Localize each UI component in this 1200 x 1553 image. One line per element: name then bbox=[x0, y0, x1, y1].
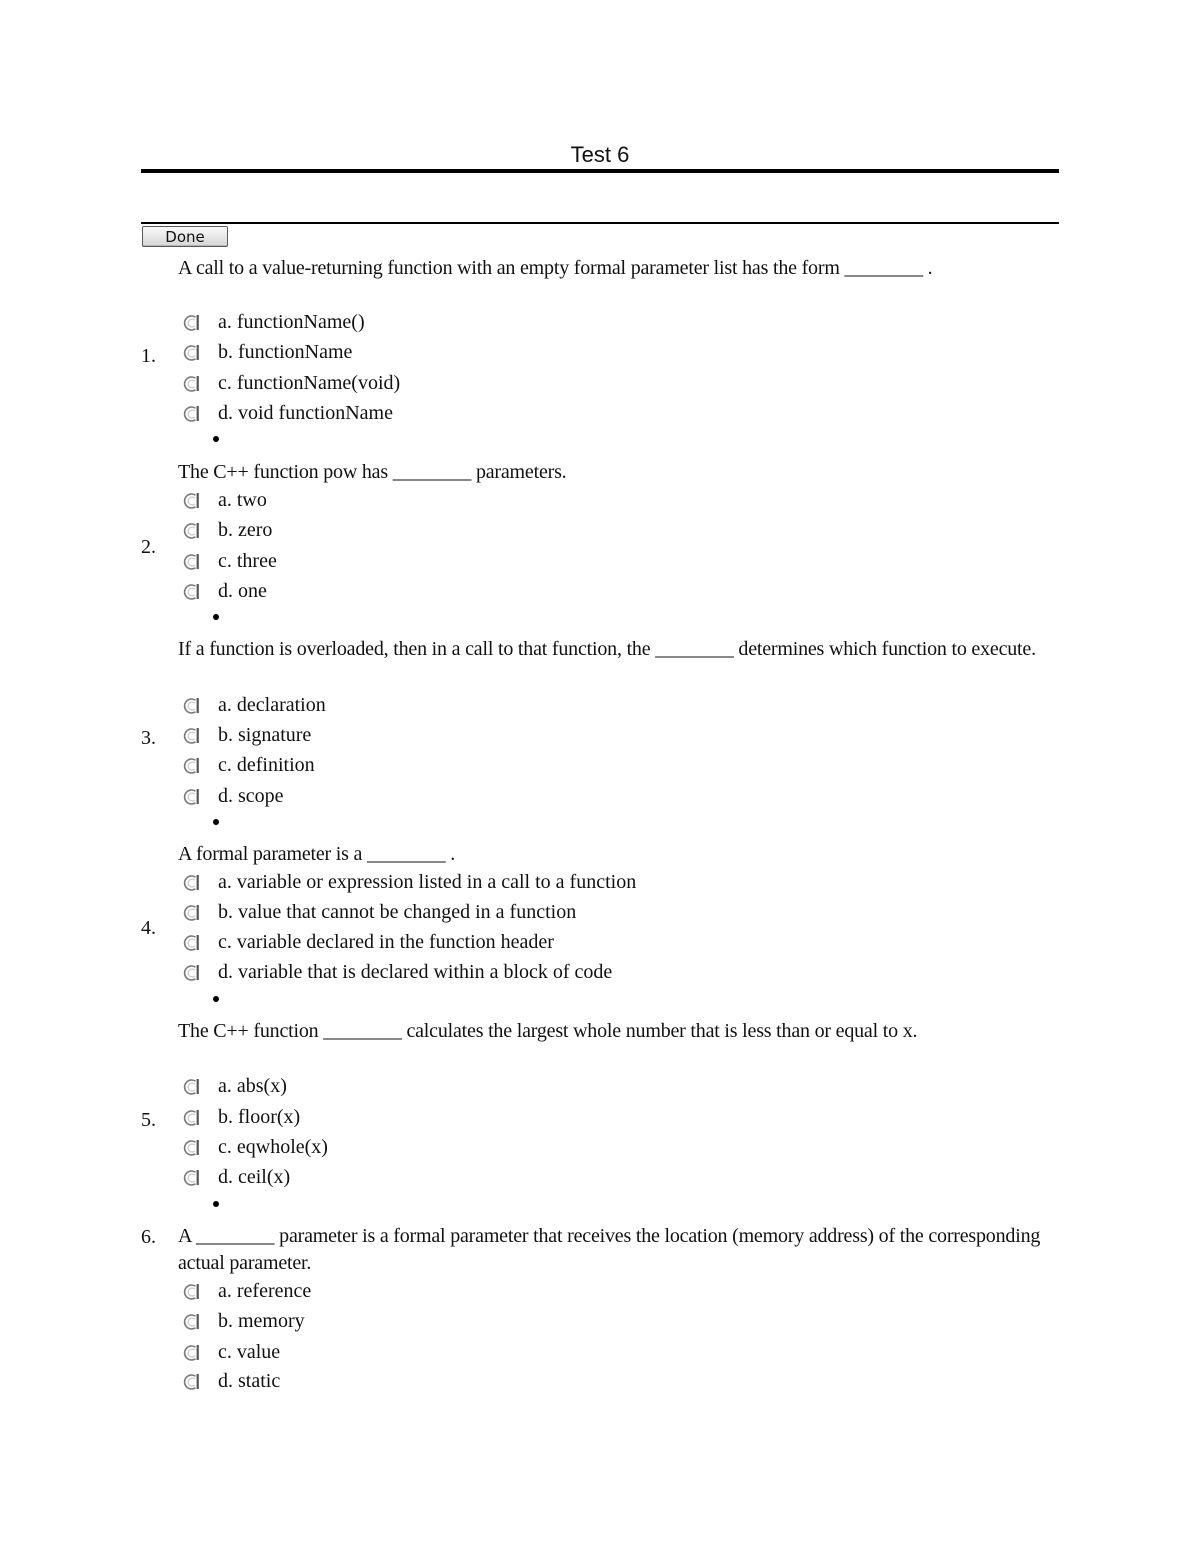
option-a[interactable] bbox=[180, 309, 780, 339]
option-label: c. functionName(void) bbox=[218, 372, 401, 394]
option-b[interactable] bbox=[180, 517, 780, 547]
radio-button-icon[interactable] bbox=[180, 1371, 202, 1393]
radio-button-icon[interactable] bbox=[180, 551, 202, 573]
option-label: b. functionName bbox=[218, 341, 353, 363]
radio-button-icon[interactable] bbox=[180, 342, 202, 364]
radio-button-icon[interactable] bbox=[180, 1281, 202, 1303]
radio-button-icon[interactable] bbox=[180, 1107, 202, 1129]
option-a[interactable] bbox=[180, 692, 780, 722]
option-c[interactable] bbox=[180, 1134, 780, 1164]
option-a[interactable] bbox=[180, 487, 780, 517]
radio-button-icon[interactable] bbox=[180, 872, 202, 894]
radio-button-icon[interactable] bbox=[180, 786, 202, 808]
radio-button-icon[interactable] bbox=[180, 490, 202, 512]
radio-button-icon[interactable] bbox=[180, 1311, 202, 1333]
option-label: b. memory bbox=[218, 1310, 305, 1332]
option-c[interactable] bbox=[180, 370, 780, 400]
option-c[interactable] bbox=[180, 548, 780, 578]
option-label: a. declaration bbox=[218, 694, 326, 716]
option-label: d. void functionName bbox=[218, 402, 393, 424]
question-text: The C++ function pow has ________ parameters. bbox=[178, 461, 567, 483]
question-number: 5. bbox=[141, 1109, 156, 1131]
radio-button-icon[interactable] bbox=[180, 695, 202, 717]
bullet-icon bbox=[213, 436, 219, 442]
title-divider bbox=[141, 169, 1059, 173]
page-title: Test 6 bbox=[570, 142, 630, 167]
option-d[interactable] bbox=[180, 959, 780, 989]
question-text: A ________ parameter is a formal parameter that receives the location (memory address) of the corresponding actual parameter. bbox=[178, 1225, 1041, 1274]
option-label: a. abs(x) bbox=[218, 1075, 287, 1097]
bullet-icon bbox=[213, 1201, 219, 1207]
option-label: c. value bbox=[218, 1341, 281, 1363]
option-label: d. scope bbox=[218, 785, 284, 807]
radio-button-icon[interactable] bbox=[180, 1342, 202, 1364]
option-d[interactable] bbox=[180, 1368, 780, 1398]
option-label: d. one bbox=[218, 580, 267, 602]
radio-button-icon[interactable] bbox=[180, 1167, 202, 1189]
option-c[interactable] bbox=[180, 752, 780, 782]
option-label: c. eqwhole(x) bbox=[218, 1136, 328, 1158]
bullet-icon bbox=[213, 614, 219, 620]
option-label: d. static bbox=[218, 1370, 281, 1392]
option-c[interactable] bbox=[180, 1339, 780, 1369]
radio-button-icon[interactable] bbox=[180, 902, 202, 924]
radio-button-icon[interactable] bbox=[180, 403, 202, 425]
question-text: A call to a value-returning function with an empty formal parameter list has the form ________ . bbox=[178, 257, 933, 279]
option-label: c. variable declared in the function header bbox=[218, 931, 554, 953]
question-number: 1. bbox=[141, 345, 156, 367]
option-b[interactable] bbox=[180, 722, 780, 752]
question-text: The C++ function ________ calculates the largest whole number that is less than or equal to x. bbox=[178, 1020, 918, 1042]
question-text: If a function is overloaded, then in a call to that function, the ________ determines which function to execute. bbox=[178, 638, 1036, 660]
radio-button-icon[interactable] bbox=[180, 581, 202, 603]
radio-button-icon[interactable] bbox=[180, 932, 202, 954]
option-c[interactable] bbox=[180, 929, 780, 959]
option-d[interactable] bbox=[180, 783, 780, 813]
option-b[interactable] bbox=[180, 899, 780, 929]
question-number: 4. bbox=[141, 917, 156, 939]
option-label: a. functionName() bbox=[218, 311, 365, 333]
radio-button-icon[interactable] bbox=[180, 1076, 202, 1098]
option-a[interactable] bbox=[180, 1073, 780, 1103]
option-label: b. value that cannot be changed in a function bbox=[218, 901, 577, 923]
option-d[interactable] bbox=[180, 1164, 780, 1194]
radio-button-icon[interactable] bbox=[180, 373, 202, 395]
question-number: 3. bbox=[141, 727, 156, 749]
option-label: a. reference bbox=[218, 1280, 312, 1302]
radio-button-icon[interactable] bbox=[180, 520, 202, 542]
option-b[interactable] bbox=[180, 1308, 780, 1338]
radio-button-icon[interactable] bbox=[180, 1137, 202, 1159]
option-label: c. three bbox=[218, 550, 277, 572]
option-label: c. definition bbox=[218, 754, 315, 776]
option-b[interactable] bbox=[180, 1104, 780, 1134]
question-text: A formal parameter is a ________ . bbox=[178, 843, 456, 865]
radio-button-icon[interactable] bbox=[180, 312, 202, 334]
option-a[interactable] bbox=[180, 869, 780, 899]
question-number: 2. bbox=[141, 536, 156, 558]
option-label: d. variable that is declared within a block of code bbox=[218, 961, 613, 983]
option-label: b. zero bbox=[218, 519, 273, 541]
bullet-icon bbox=[213, 819, 219, 825]
radio-button-icon[interactable] bbox=[180, 962, 202, 984]
option-d[interactable] bbox=[180, 578, 780, 608]
option-label: b. floor(x) bbox=[218, 1106, 301, 1128]
option-b[interactable] bbox=[180, 339, 780, 369]
radio-button-icon[interactable] bbox=[180, 755, 202, 777]
question-number: 6. bbox=[141, 1226, 156, 1248]
done-button[interactable]: Done bbox=[142, 226, 228, 247]
option-d[interactable] bbox=[180, 400, 780, 430]
form-divider bbox=[141, 222, 1059, 224]
option-a[interactable] bbox=[180, 1278, 780, 1308]
option-label: d. ceil(x) bbox=[218, 1166, 291, 1188]
radio-button-icon[interactable] bbox=[180, 725, 202, 747]
option-label: b. signature bbox=[218, 724, 312, 746]
bullet-icon bbox=[213, 996, 219, 1002]
option-label: a. variable or expression listed in a call to a function bbox=[218, 871, 637, 893]
option-label: a. two bbox=[218, 489, 267, 511]
